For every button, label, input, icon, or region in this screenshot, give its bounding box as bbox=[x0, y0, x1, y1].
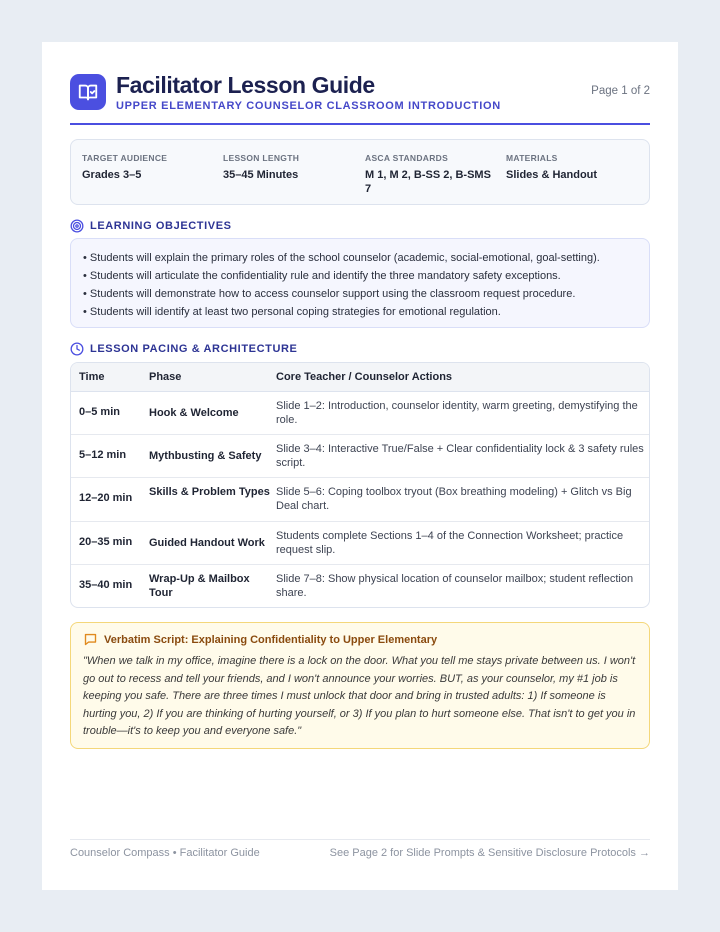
pacing-heading-label: LESSON PACING & ARCHITECTURE bbox=[90, 343, 298, 355]
row-phase: Hook & Welcome bbox=[149, 407, 239, 419]
table-row bbox=[71, 522, 649, 565]
footer-divider bbox=[70, 839, 650, 840]
page-subtitle: UPPER ELEMENTARY COUNSELOR CLASSROOM INTRODUCTION bbox=[116, 100, 501, 112]
table-row bbox=[71, 435, 649, 478]
row-action: Slide 3–4: Interactive True/False + Clear confidentiality lock & 3 safety rules script. bbox=[276, 443, 644, 470]
pacing-table bbox=[70, 362, 650, 608]
objectives-heading-label: LEARNING OBJECTIVES bbox=[90, 220, 232, 232]
objective-item: • Students will demonstrate how to access counselor support using the classroom request procedure. bbox=[83, 285, 637, 303]
column-header-phase: Phase bbox=[149, 371, 182, 383]
page-indicator: Page 1 of 2 bbox=[591, 85, 650, 97]
row-phase: Guided Handout Work bbox=[149, 536, 265, 549]
speech-bubble-icon bbox=[83, 632, 98, 647]
clock-icon bbox=[70, 342, 84, 356]
page-header bbox=[70, 72, 650, 126]
meta-value: Grades 3–5 bbox=[82, 169, 142, 181]
meta-asca-standards bbox=[365, 153, 495, 196]
column-header-time: Time bbox=[79, 371, 105, 383]
header-divider bbox=[70, 123, 650, 125]
script-heading bbox=[83, 632, 637, 647]
script-body: "When we talk in my office, imagine there is a lock on the door. What you tell me stays private between us. I won't go out to recess and tell your friends, and I won't announce your worries. BUT, as your counselor, my #1 job is keeping you safe. There are three times I must unlock that door and bring in trusted adults: 1) If someone is hurting you, 2) If you are thinking of hurting yourself, or 3) If you plan to hurt someone else. That isn't to get you in trouble—it's to keep you and everyone safe." bbox=[83, 655, 636, 737]
objective-item: • Students will articulate the confidentiality rule and identify the three mandatory safety exceptions. bbox=[83, 267, 637, 285]
objective-item: • Students will identify at least two personal coping strategies for emotional regulation. bbox=[83, 303, 637, 321]
row-time: 12–20 min bbox=[79, 492, 133, 505]
row-time: 5–12 min bbox=[79, 449, 127, 462]
lesson-meta-box bbox=[70, 139, 650, 205]
page-title: Facilitator Lesson Guide bbox=[116, 72, 375, 98]
row-phase: Mythbusting & Safety bbox=[149, 450, 262, 463]
meta-value: M 1, M 2, B-SS 2, B-SMS 7 bbox=[365, 169, 491, 195]
row-time: 0–5 min bbox=[79, 406, 120, 418]
row-phase: Skills & Problem Types bbox=[149, 486, 270, 499]
table-row bbox=[71, 565, 649, 608]
objective-item: • Students will explain the primary roles of the school counselor (academic, social-emotional, goal-setting). bbox=[83, 249, 637, 267]
meta-label: ASCA STANDARDS bbox=[365, 153, 449, 163]
verbatim-script-box bbox=[70, 622, 650, 749]
script-title: Verbatim Script: Explaining Confidentiality to Upper Elementary bbox=[104, 633, 438, 646]
table-header bbox=[71, 363, 649, 392]
row-action: Slide 5–6: Coping toolbox tryout (Box breathing modeling) + Glitch vs Big Deal chart. bbox=[276, 486, 632, 513]
meta-lesson-length bbox=[223, 153, 355, 182]
objectives-list bbox=[70, 238, 650, 328]
footer-left-text: Counselor Compass • Facilitator Guide bbox=[70, 847, 260, 859]
meta-label: TARGET AUDIENCE bbox=[82, 153, 168, 163]
meta-target-audience bbox=[82, 153, 214, 182]
meta-value: 35–45 Minutes bbox=[223, 169, 299, 181]
table-row bbox=[71, 478, 649, 521]
column-header-actions: Core Teacher / Counselor Actions bbox=[276, 371, 453, 383]
target-icon bbox=[70, 219, 84, 233]
meta-materials bbox=[506, 153, 638, 182]
footer-right-text: See Page 2 for Slide Prompts & Sensitive Disclosure Protocols → bbox=[329, 847, 650, 859]
objectives-heading bbox=[70, 218, 232, 234]
meta-label: LESSON LENGTH bbox=[223, 153, 300, 163]
row-time: 35–40 min bbox=[79, 578, 133, 591]
row-action: Students complete Sections 1–4 of the Connection Worksheet; practice request slip. bbox=[276, 529, 624, 556]
row-phase: Wrap-Up & Mailbox Tour bbox=[149, 572, 250, 599]
pacing-heading bbox=[70, 341, 297, 357]
row-action: Slide 7–8: Show physical location of counselor mailbox; student reflection share. bbox=[276, 572, 634, 599]
table-row bbox=[71, 392, 649, 435]
row-time: 20–35 min bbox=[79, 535, 133, 548]
row-action: Slide 1–2: Introduction, counselor identity, warm greeting, demystifying the role. bbox=[276, 400, 638, 426]
document-page bbox=[42, 42, 678, 890]
book-open-icon bbox=[70, 74, 106, 110]
meta-label: MATERIALS bbox=[506, 153, 558, 163]
meta-value: Slides & Handout bbox=[506, 169, 598, 181]
